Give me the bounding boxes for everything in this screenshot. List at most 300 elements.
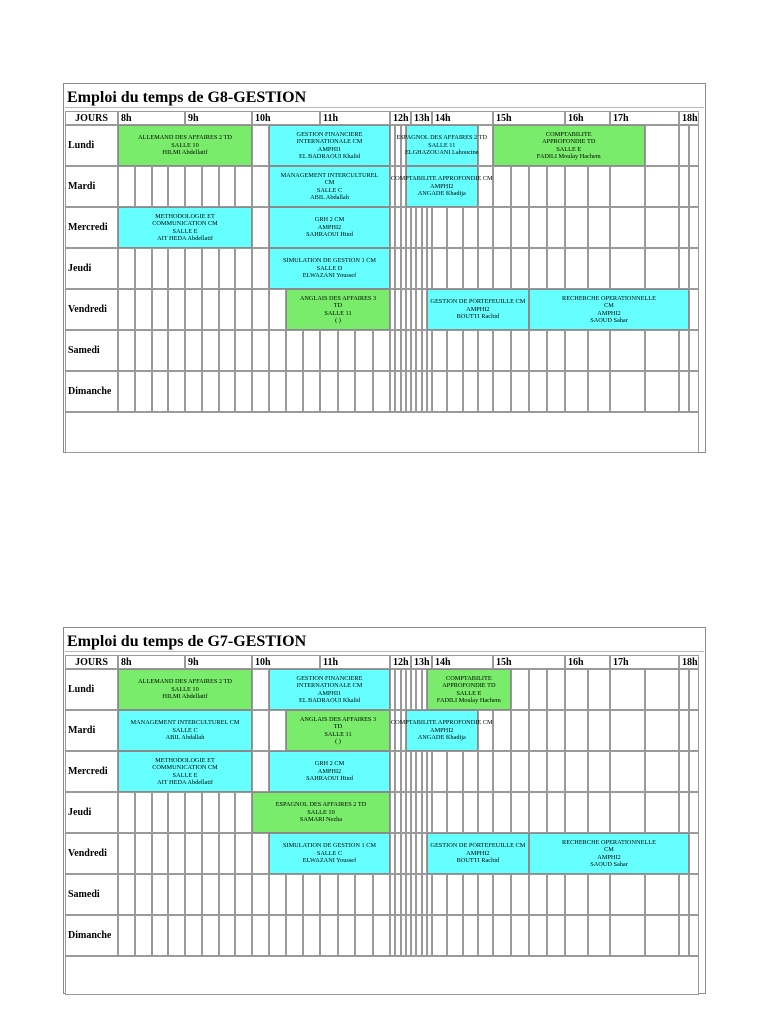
empty-slot xyxy=(168,874,185,915)
empty-slot xyxy=(493,330,511,371)
empty-slot xyxy=(219,248,236,289)
empty-slot xyxy=(202,833,219,874)
empty-slot xyxy=(303,874,320,915)
empty-slot xyxy=(185,166,202,207)
empty-slot xyxy=(493,915,511,956)
hour-header: 17h xyxy=(610,655,679,669)
empty-slot xyxy=(493,874,511,915)
course-line: AIT HEDA Abdellatif xyxy=(157,778,213,786)
empty-slot xyxy=(135,330,152,371)
empty-slot xyxy=(202,248,219,289)
course-line: SALLE 10 xyxy=(171,685,199,693)
empty-slot xyxy=(679,915,689,956)
empty-slot xyxy=(135,833,152,874)
course-line: SALLE E xyxy=(556,145,582,153)
empty-slot xyxy=(219,833,236,874)
course-line: SALLE 10 xyxy=(171,141,199,149)
course-line: HILMI Abdellatif xyxy=(162,149,208,157)
empty-slot xyxy=(152,833,169,874)
course-line: SALLE E xyxy=(456,689,482,697)
empty-slot xyxy=(565,792,588,833)
course-line: RECHERCHE OPERATIONNELLE xyxy=(562,294,656,302)
empty-slot xyxy=(493,710,511,751)
empty-slot xyxy=(645,330,680,371)
empty-slot xyxy=(219,289,236,330)
empty-slot xyxy=(588,874,611,915)
empty-slot xyxy=(529,669,547,710)
empty-slot xyxy=(679,330,689,371)
day-label: Dimanche xyxy=(65,915,118,956)
empty-slot xyxy=(185,248,202,289)
empty-slot xyxy=(689,207,699,248)
empty-slot xyxy=(645,125,680,166)
course-block xyxy=(286,710,390,751)
empty-slot xyxy=(432,207,447,248)
empty-slot xyxy=(447,207,462,248)
course-line: COMMUNICATION CM xyxy=(152,220,218,228)
course-line: MANAGEMENT INTERCULTUREL xyxy=(280,171,379,179)
empty-slot xyxy=(152,248,169,289)
course-line: SALLE C xyxy=(316,849,343,857)
empty-slot xyxy=(252,874,269,915)
empty-slot xyxy=(679,166,689,207)
empty-slot xyxy=(478,710,493,751)
empty-slot xyxy=(235,792,252,833)
course-line: FADILI Moulay Hachem xyxy=(436,696,501,704)
empty-slot xyxy=(252,915,269,956)
empty-slot xyxy=(645,792,680,833)
course-line: CM xyxy=(604,846,614,854)
empty-slot xyxy=(610,166,645,207)
empty-slot xyxy=(219,371,236,412)
course-line: ESPAGNOL DES AFFAIRES 2 TD xyxy=(396,134,488,142)
empty-slot xyxy=(645,710,680,751)
empty-slot xyxy=(185,289,202,330)
empty-slot xyxy=(252,330,269,371)
empty-slot xyxy=(610,915,645,956)
empty-slot xyxy=(152,371,169,412)
empty-slot xyxy=(168,248,185,289)
course-line: COMPTABILITE APPROFONDIE CM xyxy=(390,175,493,183)
course-line: SAHRAOUI Hind xyxy=(306,231,353,239)
empty-slot xyxy=(565,669,588,710)
course-line: SAHRAOUI Hind xyxy=(306,775,353,783)
empty-slot xyxy=(447,915,462,956)
empty-slot xyxy=(252,371,269,412)
empty-slot xyxy=(463,371,478,412)
timetable-g7 xyxy=(63,627,706,994)
hour-header: 17h xyxy=(610,111,679,125)
empty-slot xyxy=(185,915,202,956)
course-line: RECHERCHE OPERATIONNELLE xyxy=(562,838,656,846)
empty-slot xyxy=(588,669,611,710)
empty-slot xyxy=(118,289,135,330)
empty-slot xyxy=(689,915,699,956)
empty-slot xyxy=(135,166,152,207)
empty-slot xyxy=(529,330,547,371)
empty-slot xyxy=(547,207,565,248)
empty-slot xyxy=(511,874,529,915)
course-line: SAMARI Nezha xyxy=(299,816,343,824)
day-label: Jeudi xyxy=(65,248,118,289)
empty-slot xyxy=(610,874,645,915)
empty-slot xyxy=(529,248,547,289)
course-block xyxy=(252,792,390,833)
empty-slot xyxy=(252,833,269,874)
empty-slot xyxy=(219,915,236,956)
empty-slot xyxy=(269,710,286,751)
course-line: AMPHI2 xyxy=(317,767,342,775)
title-divider xyxy=(65,651,704,652)
empty-slot xyxy=(235,166,252,207)
empty-slot xyxy=(252,751,269,792)
course-line: EL BADRAOUI Khalid xyxy=(299,152,360,160)
empty-slot xyxy=(588,915,611,956)
empty-slot xyxy=(645,371,680,412)
hour-header: 15h xyxy=(493,655,565,669)
hour-header: 18h xyxy=(679,655,699,669)
empty-slot xyxy=(338,915,356,956)
course-line: SALLE E xyxy=(172,771,198,779)
empty-slot xyxy=(478,125,493,166)
course-line: ELWAZANI Youssef xyxy=(302,857,357,865)
empty-slot xyxy=(511,751,529,792)
empty-slot xyxy=(679,792,689,833)
empty-slot xyxy=(320,371,338,412)
empty-slot xyxy=(547,751,565,792)
empty-slot xyxy=(252,166,269,207)
empty-slot xyxy=(168,330,185,371)
course-line: COMPTABILITE xyxy=(545,130,592,138)
timetable-title: Emploi du temps de G7-GESTION xyxy=(67,633,307,650)
course-line: CM xyxy=(324,179,335,187)
timetable-g8 xyxy=(63,83,706,453)
course-block xyxy=(529,833,689,874)
empty-slot xyxy=(235,289,252,330)
empty-slot xyxy=(118,874,135,915)
empty-slot xyxy=(202,915,219,956)
course-block xyxy=(269,207,390,248)
empty-slot xyxy=(645,207,680,248)
course-line: ANGADE Khadija xyxy=(417,190,466,198)
course-block xyxy=(286,289,390,330)
empty-slot xyxy=(303,915,320,956)
empty-slot xyxy=(152,330,169,371)
empty-slot xyxy=(565,330,588,371)
empty-slot xyxy=(478,330,493,371)
course-line: SALLE 11 xyxy=(324,730,352,738)
course-line: APPROFONDIE TD xyxy=(442,682,496,690)
empty-slot xyxy=(679,751,689,792)
empty-slot xyxy=(185,330,202,371)
empty-slot xyxy=(689,166,699,207)
empty-slot xyxy=(185,833,202,874)
day-label: Samedi xyxy=(65,874,118,915)
course-block xyxy=(118,125,252,166)
empty-slot xyxy=(373,371,391,412)
empty-slot xyxy=(320,915,338,956)
hour-header: 10h xyxy=(252,655,320,669)
empty-slot xyxy=(547,915,565,956)
empty-slot xyxy=(588,166,611,207)
empty-slot xyxy=(320,330,338,371)
course-line: ANGADE Khadija xyxy=(417,734,466,742)
empty-slot xyxy=(447,751,462,792)
empty-slot xyxy=(645,915,680,956)
empty-slot xyxy=(565,710,588,751)
course-line: ANGLAIS DES AFFAIRES 3 xyxy=(299,715,377,723)
empty-slot xyxy=(679,874,689,915)
empty-slot xyxy=(286,371,303,412)
hour-header: 14h xyxy=(432,655,493,669)
empty-slot xyxy=(511,207,529,248)
empty-slot xyxy=(202,289,219,330)
hour-header: 16h xyxy=(565,111,610,125)
empty-slot xyxy=(447,248,462,289)
hour-header: 13h xyxy=(411,111,432,125)
hour-header: 12h xyxy=(390,655,411,669)
empty-slot xyxy=(610,371,645,412)
empty-slot xyxy=(118,371,135,412)
course-block xyxy=(390,710,493,751)
empty-slot xyxy=(118,248,135,289)
empty-slot xyxy=(463,248,478,289)
empty-slot xyxy=(689,751,699,792)
empty-slot xyxy=(478,751,493,792)
empty-slot xyxy=(565,915,588,956)
course-line: SALLE 10 xyxy=(307,808,335,816)
empty-slot xyxy=(447,792,462,833)
empty-slot xyxy=(303,371,320,412)
empty-slot xyxy=(547,874,565,915)
empty-slot xyxy=(588,710,611,751)
empty-slot xyxy=(511,669,529,710)
empty-slot xyxy=(202,792,219,833)
empty-slot xyxy=(645,248,680,289)
course-line: HILMI Abdellatif xyxy=(162,693,208,701)
course-block xyxy=(269,248,390,289)
course-line: ALLEMAND DES AFFAIRES 2 TD xyxy=(138,134,232,142)
course-line: AMPHI2 xyxy=(430,726,454,734)
empty-slot xyxy=(286,330,303,371)
course-line: ALLEMAND DES AFFAIRES 2 TD xyxy=(138,678,232,686)
course-line: GESTION DE PORTEFEUILLE CM xyxy=(430,842,526,850)
timetable-title: Emploi du temps de G8-GESTION xyxy=(67,89,307,106)
empty-slot xyxy=(269,330,286,371)
course-line: APPROFONDIE TD xyxy=(542,138,596,146)
empty-slot xyxy=(118,833,135,874)
course-block xyxy=(118,751,252,792)
empty-slot xyxy=(588,207,611,248)
empty-slot xyxy=(610,710,645,751)
course-line: COMMUNICATION CM xyxy=(152,764,218,772)
empty-slot xyxy=(447,371,462,412)
empty-slot xyxy=(689,710,699,751)
empty-slot xyxy=(135,874,152,915)
course-line: ELGHAZOUANI Lahoucine xyxy=(404,149,479,157)
empty-slot xyxy=(168,371,185,412)
course-line: ABIL Abdallah xyxy=(310,193,349,201)
empty-slot xyxy=(645,669,680,710)
empty-slot xyxy=(679,207,689,248)
empty-slot xyxy=(168,166,185,207)
empty-slot xyxy=(235,371,252,412)
empty-slot xyxy=(320,874,338,915)
empty-slot xyxy=(529,371,547,412)
empty-slot xyxy=(185,792,202,833)
empty-slot xyxy=(432,915,447,956)
course-block xyxy=(390,166,493,207)
empty-slot xyxy=(235,874,252,915)
empty-slot xyxy=(168,792,185,833)
empty-slot xyxy=(689,248,699,289)
course-line: COMPTABILITE xyxy=(446,674,492,682)
empty-slot xyxy=(185,874,202,915)
course-line: EL BADRAOUI Khalid xyxy=(299,696,360,704)
empty-slot xyxy=(286,915,303,956)
day-label: Mardi xyxy=(65,710,118,751)
course-line: ( ) xyxy=(335,316,341,324)
empty-slot xyxy=(547,166,565,207)
empty-slot xyxy=(447,330,462,371)
day-label: Mercredi xyxy=(65,751,118,792)
empty-slot xyxy=(478,874,493,915)
empty-slot xyxy=(493,751,511,792)
course-line: AMPHI1 xyxy=(317,145,342,153)
empty-slot xyxy=(547,371,565,412)
empty-slot xyxy=(689,669,699,710)
empty-slot xyxy=(463,330,478,371)
course-line: AIT HEDA Abdellatif xyxy=(157,234,213,242)
empty-slot xyxy=(547,792,565,833)
course-block xyxy=(493,125,645,166)
empty-slot xyxy=(152,166,169,207)
course-line: SIMULATION DE GESTION 1 CM xyxy=(282,257,377,265)
empty-slot xyxy=(645,166,680,207)
empty-slot xyxy=(219,792,236,833)
course-line: GESTION FINANCIERE xyxy=(296,130,363,138)
empty-slot xyxy=(493,166,511,207)
empty-slot xyxy=(529,751,547,792)
day-label: Dimanche xyxy=(65,371,118,412)
empty-slot xyxy=(588,248,611,289)
empty-slot xyxy=(679,248,689,289)
empty-slot xyxy=(511,915,529,956)
empty-slot xyxy=(185,371,202,412)
empty-slot xyxy=(565,371,588,412)
empty-slot xyxy=(168,915,185,956)
empty-slot xyxy=(478,915,493,956)
day-label: Mardi xyxy=(65,166,118,207)
empty-slot xyxy=(610,792,645,833)
empty-slot xyxy=(355,330,373,371)
course-block xyxy=(118,710,252,751)
empty-slot xyxy=(478,792,493,833)
empty-slot xyxy=(565,207,588,248)
empty-slot xyxy=(168,833,185,874)
empty-slot xyxy=(252,669,269,710)
empty-slot xyxy=(529,915,547,956)
empty-slot xyxy=(547,248,565,289)
empty-slot xyxy=(547,710,565,751)
empty-slot xyxy=(269,371,286,412)
hour-header: 15h xyxy=(493,111,565,125)
course-line: GESTION DE PORTEFEUILLE CM xyxy=(430,298,526,306)
empty-slot xyxy=(511,330,529,371)
course-line: GESTION FINANCIERE xyxy=(296,674,363,682)
empty-slot xyxy=(373,330,391,371)
empty-slot xyxy=(432,874,447,915)
empty-slot xyxy=(355,915,373,956)
empty-slot xyxy=(252,248,269,289)
empty-slot xyxy=(645,874,680,915)
course-line: METHODOLOGIE ET xyxy=(155,756,215,764)
empty-slot xyxy=(252,125,269,166)
jours-header: JOURS xyxy=(65,111,118,125)
empty-slot xyxy=(373,915,391,956)
course-line: SAOUD Sahar xyxy=(590,316,628,324)
empty-slot xyxy=(135,792,152,833)
empty-slot xyxy=(219,166,236,207)
empty-slot xyxy=(202,371,219,412)
empty-slot xyxy=(152,874,169,915)
course-block xyxy=(269,166,390,207)
empty-slot xyxy=(679,669,689,710)
empty-slot xyxy=(645,751,680,792)
empty-slot xyxy=(493,207,511,248)
course-block xyxy=(269,751,390,792)
course-line: AMPHI2 xyxy=(466,305,490,313)
hour-header: 11h xyxy=(320,111,390,125)
empty-slot xyxy=(432,792,447,833)
empty-slot xyxy=(463,915,478,956)
course-line: SALLE C xyxy=(172,726,198,734)
course-block xyxy=(269,833,390,874)
empty-slot xyxy=(689,330,699,371)
empty-slot xyxy=(478,207,493,248)
empty-slot xyxy=(610,207,645,248)
course-line: MANAGEMENT INTERCULTUREL CM xyxy=(130,719,240,727)
empty-slot xyxy=(679,371,689,412)
course-block xyxy=(118,669,252,710)
empty-slot xyxy=(529,874,547,915)
empty-slot xyxy=(463,792,478,833)
hour-header: 10h xyxy=(252,111,320,125)
empty-slot xyxy=(152,792,169,833)
empty-slot xyxy=(478,166,493,207)
course-line: AMPHI2 xyxy=(597,853,621,861)
empty-slot xyxy=(252,710,269,751)
empty-slot xyxy=(610,248,645,289)
empty-slot xyxy=(135,289,152,330)
empty-slot xyxy=(118,166,135,207)
empty-slot xyxy=(303,330,320,371)
empty-slot xyxy=(432,330,447,371)
course-line: TD xyxy=(333,302,343,310)
empty-slot xyxy=(565,874,588,915)
empty-slot xyxy=(202,166,219,207)
empty-slot xyxy=(689,371,699,412)
hour-header: 8h xyxy=(118,111,185,125)
hour-header: 14h xyxy=(432,111,493,125)
course-block xyxy=(269,125,390,166)
empty-slot xyxy=(679,710,689,751)
course-line: BOUTTI Rachid xyxy=(456,313,500,321)
footer-row xyxy=(65,412,699,453)
course-block xyxy=(427,669,511,710)
empty-slot xyxy=(565,166,588,207)
empty-slot xyxy=(135,371,152,412)
